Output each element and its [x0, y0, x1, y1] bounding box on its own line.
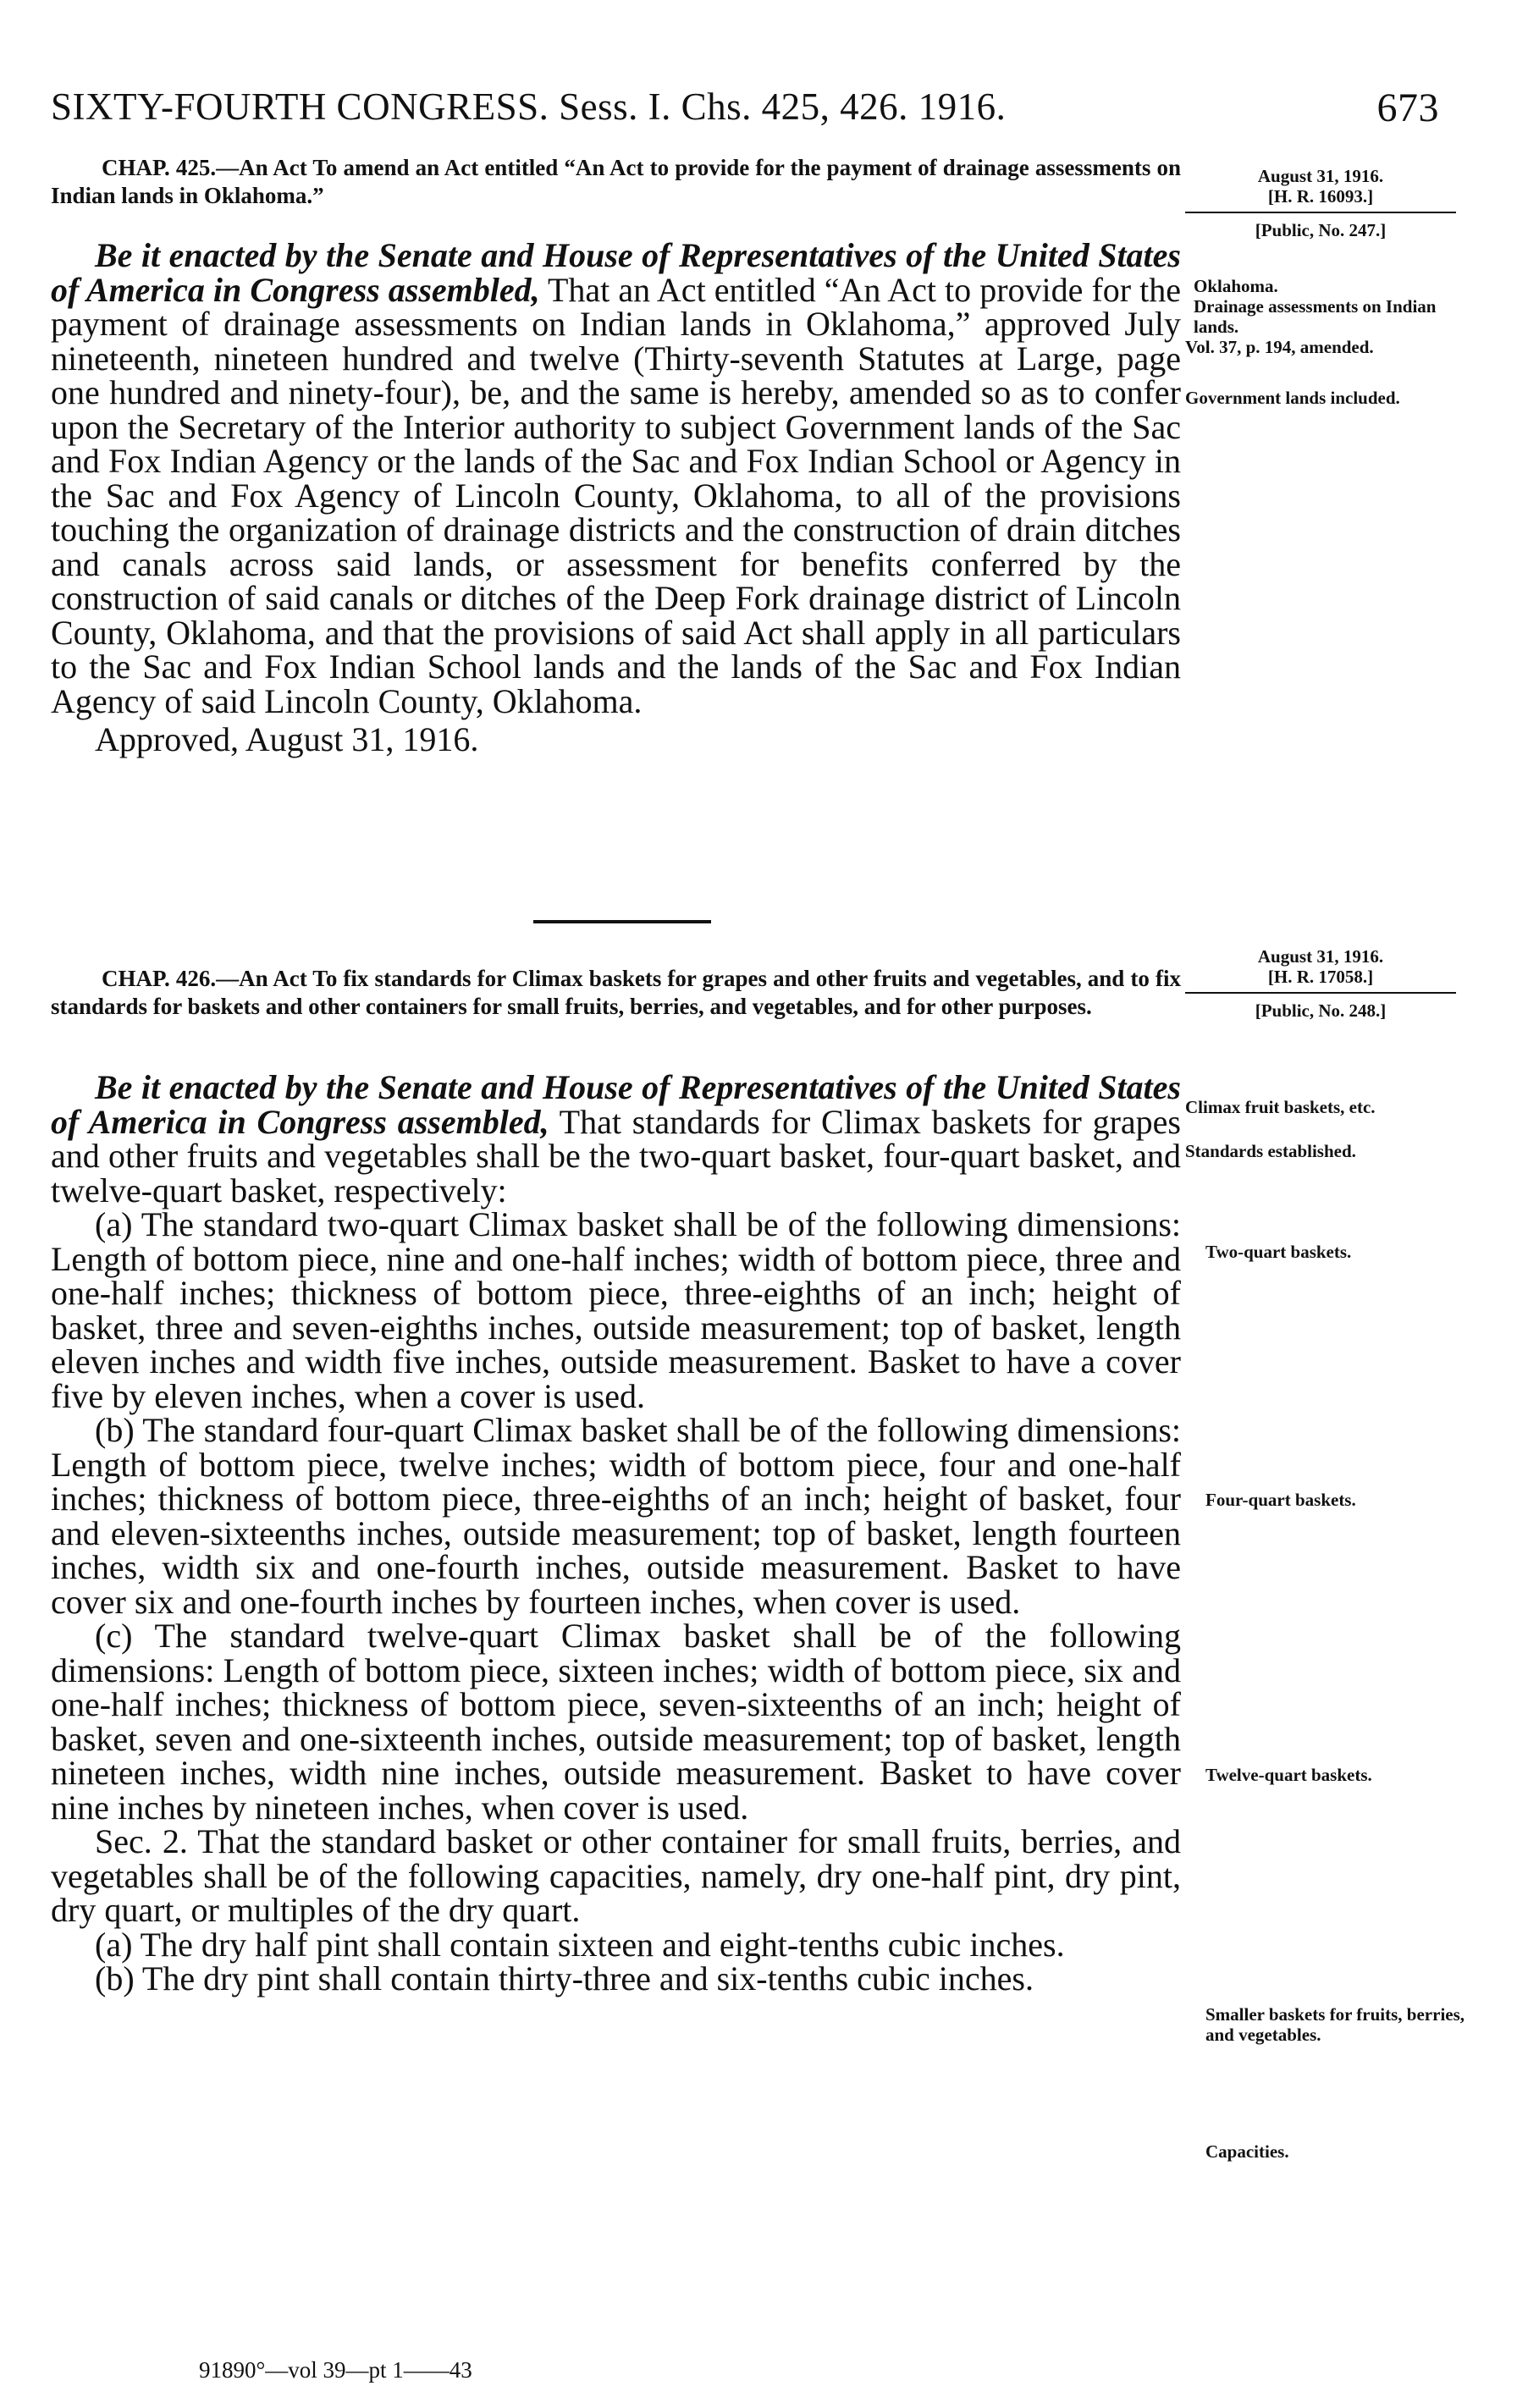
chap-426-margin-header	[1185, 946, 1456, 1021]
chap-426-body	[51, 1068, 1181, 1997]
chapter-separator-rule	[533, 920, 711, 923]
margin-note-twelve-quart: Twelve-quart baskets.	[1205, 1765, 1372, 1785]
chap-426-para-a: (a) The standard two-quart Climax basket shall be of the following dimensions: Length of bottom piece, nine and one-half inches; width of bottom piece, three and one-half inches; thickness of bottom piece, three-eighths of an inch; height of basket, three and seven-eighths inches, outside measurement; top of basket, length eleven inches and width five inches, outside measurement. Basket to have a cover five by eleven inches, when a cover is used.	[51, 1205, 1181, 1415]
chap-426-heading	[51, 965, 1181, 1021]
chap-426-title: —An Act To fix standards for Climax baskets for grapes and other fruits and vegetables, and to fix standards for baskets and other containers for small fruits, berries, and vegetables, and for other purposes.	[51, 966, 1181, 1019]
signature-mark: 91890°—vol 39—pt 1——43	[199, 2357, 472, 2383]
running-head	[51, 85, 1439, 135]
chap-426-sec-2-b: (b) The dry pint shall contain thirty-three and six-tenths cubic inches.	[95, 1959, 1034, 1997]
margin-note-drainage: Drainage assessments on Indian lands.	[1194, 296, 1437, 337]
margin-rule	[1185, 992, 1456, 994]
chap-426-intro: That standards for Climax baskets for grapes and other fruits and vegetables shall be the two-quart basket, four-quart basket, and twelve-quart basket, respectively:	[51, 1102, 1181, 1210]
chap-425-heading	[51, 154, 1181, 210]
chap-426-date: August 31, 1916.	[1257, 946, 1384, 967]
chap-425-date: August 31, 1916.	[1257, 166, 1384, 186]
margin-note-climax: Climax fruit baskets, etc.	[1185, 1097, 1376, 1117]
chap-426-public-law: [Public, No. 248.]	[1255, 1000, 1387, 1021]
chap-426-sec-2: Sec. 2. That the standard basket or other container for small fruits, berries, and vegetables shall be of the following capacities, namely, dry one-half pint, dry pint, dry quart, or multiples of the dry quart.	[51, 1822, 1181, 1929]
chap-426-bill: [H. R. 17058.]	[1267, 967, 1374, 987]
chap-426-number: CHAP. 426.	[102, 966, 217, 991]
chap-425-title: —An Act To amend an Act entitled “An Act to provide for the payment of drainage assessments on Indian lands in Oklahoma.”	[51, 155, 1181, 208]
chap-425-margin	[1185, 166, 1456, 408]
margin-note-capacities: Capacities.	[1205, 2141, 1289, 2162]
running-head-title: SIXTY-FOURTH CONGRESS. Sess. I. Chs. 425, 426. 1916.	[51, 85, 1007, 128]
chap-426-para-b: (b) The standard four-quart Climax basket shall be of the following dimensions: Length of bottom piece, twelve inches; width of bottom piece, four and one-half inches; thickness of bottom piece, three-eighths of an inch; height of basket, four and eleven-sixteenths inches, outside measurement; top of basket, length fourteen inches, width six and one-fourth inches, outside measurement. Basket to have cover six and one-fourth inches by fourteen inches, when cover is used.	[51, 1411, 1181, 1621]
chap-426-para-c: (c) The standard twelve-quart Climax basket shall be of the following dimensions: Length of bottom piece, sixteen inches; width of bottom piece, six and one-half inches; thickness of bottom piece, seven-sixteenths of an inch; height of basket, seven and one-sixteenth inches, outside measurement; top of basket, length nineteen inches, width nine inches, outside measurement. Basket to have cover nine inches by nineteen inches, when cover is used.	[51, 1617, 1181, 1827]
chap-425-public-law: [Public, No. 247.]	[1255, 220, 1387, 240]
chap-425-text: That an Act entitled “An Act to provide for the payment of drainage assessments on Indian lands in Oklahoma,” approved July nineteenth, nineteen hundred and twelve (Thirty-seventh Statutes at Large, page one hundred and ninety-four), be, and the same is hereby, amended so as to confer upon the Secretary of the Interior authority to subject Government lands of the Sac and Fox Indian Agency or the lands of the Sac and Fox Indian School or Agency in the Sac and Fox Agency of Lincoln County, Oklahoma, to all of the provisions touching the organization of drainage districts and the construction of drain ditches and canals across said lands, or assessment for benefits conferred by the construction of said canals or ditches of the Deep Fork drainage district of Lincoln County, Oklahoma, and that the provisions of said Act shall apply in all particulars to the Sac and Fox Indian School lands and the lands of the Sac and Fox Indian Agency of said Lincoln County, Oklahoma.	[51, 270, 1182, 720]
chap-425-body	[51, 236, 1182, 758]
chap-425-number: CHAP. 425.	[102, 155, 217, 180]
margin-note-oklahoma: Oklahoma.	[1194, 276, 1278, 296]
chap-426-enacting-clause: Be it enacted by the Senate and House of Representatives of the United States of America in Congress assembled,	[51, 1068, 1181, 1141]
chap-426-sec-2-a: (a) The dry half pint shall contain sixteen and eight-tenths cubic inches.	[95, 1925, 1065, 1964]
margin-rule	[1185, 212, 1456, 213]
margin-note-two-quart: Two-quart baskets.	[1205, 1242, 1352, 1262]
chap-425-enacting-clause: Be it enacted by the Senate and House of Representatives of the United States of America in Congress assembled,	[51, 236, 1181, 309]
margin-note-standards: Standards established.	[1185, 1141, 1356, 1161]
margin-note-government-lands: Government lands included.	[1185, 388, 1400, 408]
margin-note-four-quart: Four-quart baskets.	[1205, 1490, 1356, 1510]
chap-425-bill: [H. R. 16093.]	[1267, 186, 1374, 207]
page-number: 673	[1376, 85, 1439, 130]
margin-note-vol37: Vol. 37, p. 194, amended.	[1185, 337, 1374, 357]
margin-note-smaller-baskets: Smaller baskets for fruits, berries, and vegetables.	[1205, 2004, 1465, 2045]
chap-425-approved: Approved, August 31, 1916.	[95, 720, 479, 758]
